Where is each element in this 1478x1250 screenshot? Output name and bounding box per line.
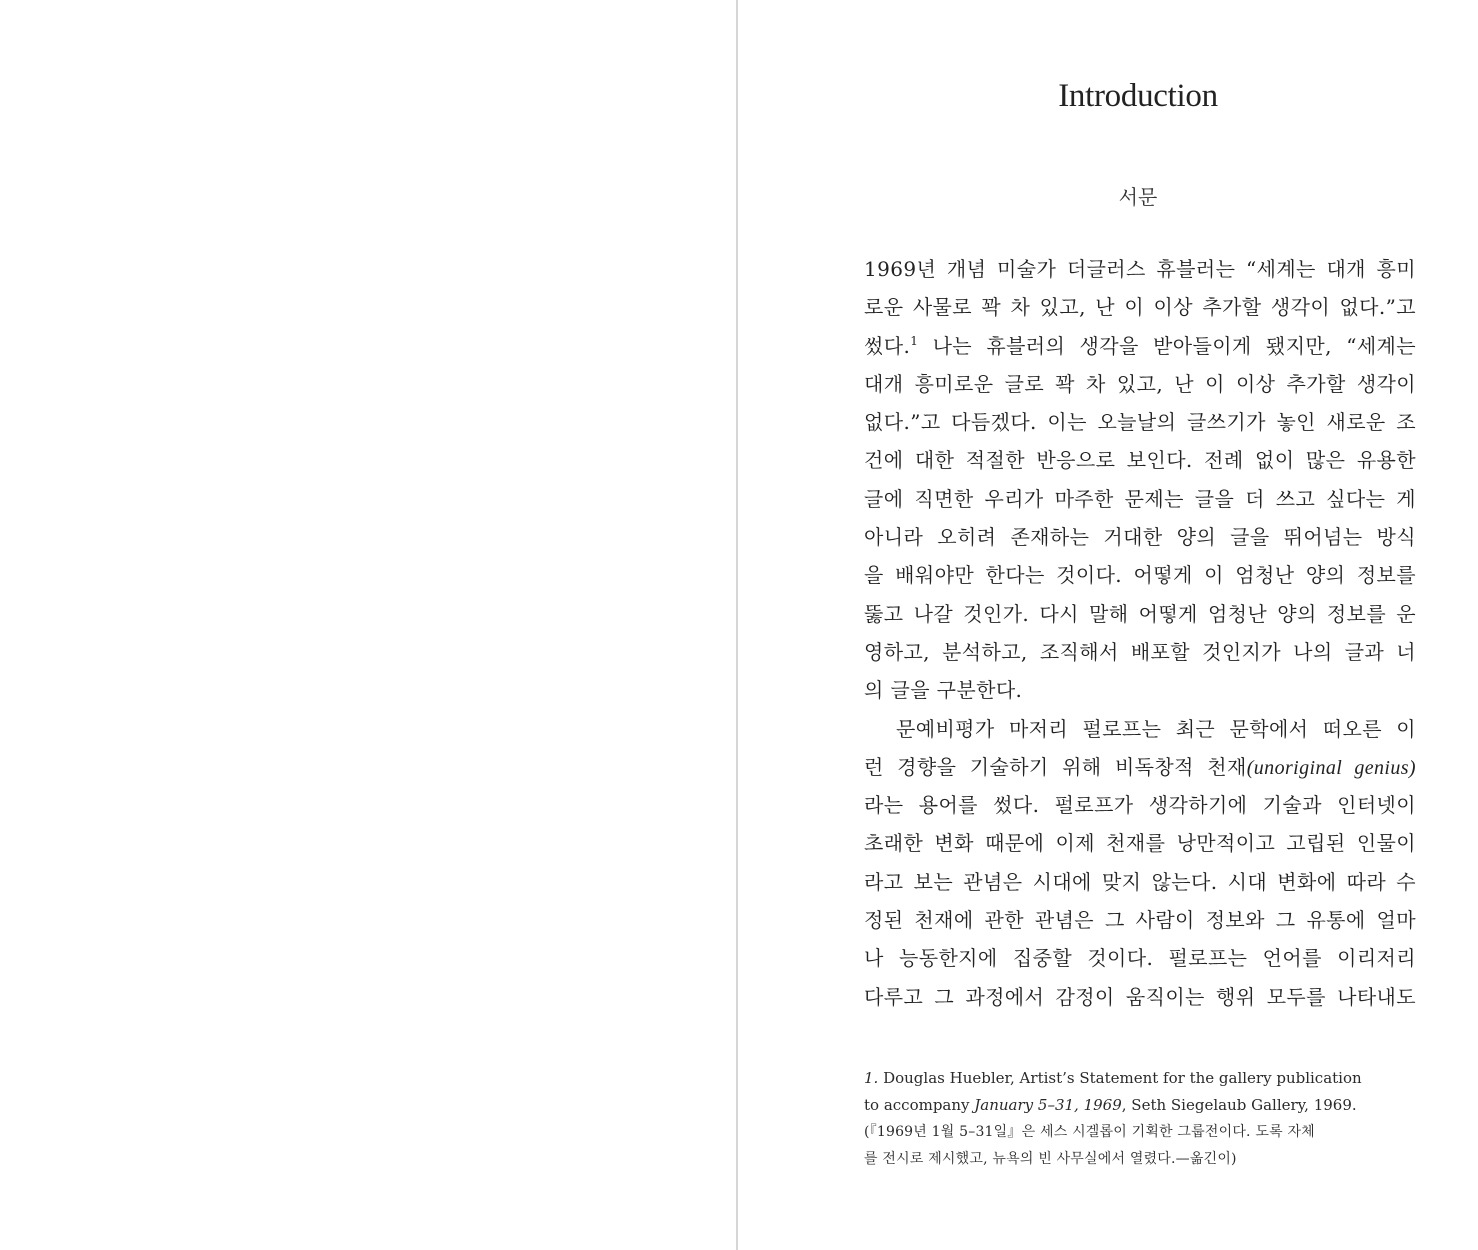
text-line: 뚫고 나갈 것인가. 다시 말해 어떻게 엄청난 양의 정보를 운 bbox=[864, 601, 1416, 626]
footnote-number: 1. bbox=[864, 1069, 879, 1087]
text-line: 1969년 개념 미술가 더글러스 휴블러는 “세계는 대개 흥미 bbox=[864, 257, 1416, 281]
text-line: 영하고, 분석하고, 조직해서 배포할 것인지가 나의 글과 너 bbox=[864, 639, 1416, 664]
left-page-blank bbox=[0, 0, 736, 1250]
footnote-text: to accompany bbox=[864, 1096, 975, 1114]
text-line: 대개 흥미로운 글로 꽉 차 있고, 난 이 이상 추가할 생각이 bbox=[864, 371, 1416, 396]
text-line bbox=[864, 748, 1416, 786]
text-line: 아니라 오히려 존재하는 거대한 양의 글을 뛰어넘는 방식 bbox=[864, 525, 1416, 550]
text-line: 의 글을 구분한다. bbox=[864, 678, 1023, 703]
text-line: 건에 대한 적절한 반응으로 보인다. 전례 없이 많은 유용한 bbox=[864, 448, 1416, 473]
text-line: 글에 직면한 우리가 마주한 문제는 글을 더 쓰고 싶다는 게 bbox=[864, 486, 1416, 511]
footnote-reference[interactable]: 1 bbox=[910, 333, 919, 348]
footnote-text: , Seth Siegelaub Gallery, 1969. bbox=[1121, 1096, 1357, 1114]
text-line: 없다.”고 다듬겠다. 이는 오늘날의 글쓰기가 놓인 새로운 조 bbox=[864, 410, 1416, 435]
right-page bbox=[738, 0, 1478, 1250]
footnote-text: Douglas Huebler, Artist’s Statement for the gallery publication bbox=[878, 1069, 1362, 1087]
text-line: 라는 용어를 썼다. 펄로프가 생각하기에 기술과 인터넷이 bbox=[864, 793, 1416, 818]
footnote-line: (『1969년 1월 5–31일』은 세스 시겔롭이 기획한 그룹전이다. 도록 자체 bbox=[864, 1124, 1315, 1140]
footnote-work-title: January 5–31, 1969 bbox=[974, 1096, 1122, 1114]
text-segment: 나는 휴블러의 생각을 받아들이게 됐지만, “세계는 bbox=[918, 333, 1416, 358]
chapter-title: Introduction bbox=[1058, 78, 1218, 114]
text-line: 을 배워야만 한다는 것이다. 어떻게 이 엄청난 양의 정보를 bbox=[864, 563, 1416, 588]
text-line: 초래한 변화 때문에 이제 천재를 낭만적이고 고립된 인물이 bbox=[864, 831, 1416, 856]
text-line: 나 능동한지에 집중할 것이다. 펄로프는 언어를 이리저리 bbox=[864, 946, 1416, 971]
text-line: 라고 보는 관념은 시대에 맞지 않는다. 시대 변화에 따라 수 bbox=[864, 869, 1416, 894]
text-line: 로운 사물로 꽉 차 있고, 난 이 이상 추가할 생각이 없다.”고 bbox=[864, 295, 1416, 320]
footnote-line: 를 전시로 제시했고, 뉴욕의 빈 사무실에서 열렸다.—옮긴이) bbox=[864, 1151, 1237, 1167]
footnote-line bbox=[864, 1092, 1364, 1119]
text-line: 정된 천재에 관한 관념은 그 사람이 정보와 그 유통에 얼마 bbox=[864, 908, 1416, 933]
emphasis-term: (unoriginal genius) bbox=[1246, 756, 1416, 779]
text-line: 다루고 그 과정에서 감정이 움직이는 행위 모두를 나타내도 bbox=[864, 984, 1416, 1009]
text-line bbox=[864, 327, 1416, 365]
text-segment: 런 경향을 기술하기 위해 비독창적 천재 bbox=[864, 754, 1247, 779]
body-text bbox=[864, 250, 1416, 1016]
footnote bbox=[864, 1065, 1364, 1173]
footnote-line bbox=[864, 1065, 1364, 1092]
chapter-subtitle: 서문 bbox=[1118, 185, 1158, 209]
text-line: 문예비평가 마저리 펄로프는 최근 문학에서 떠오른 이 bbox=[896, 716, 1416, 741]
text-segment: 썼다. bbox=[864, 333, 911, 358]
